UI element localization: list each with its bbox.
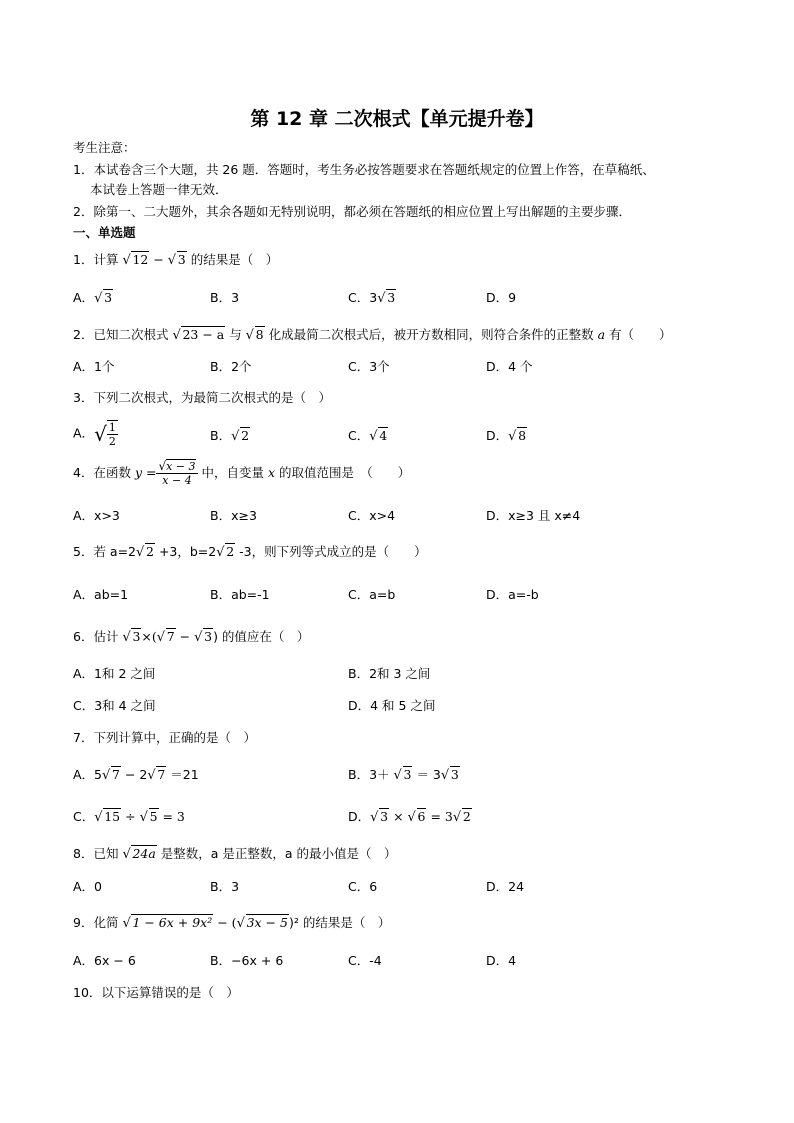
question-1: 1．计算 √ 12 − √ 3 的结果是（ ） [73,250,278,268]
q9-option-b[interactable]: B．−6x + 6 [210,953,284,968]
q1-option-d[interactable]: D．9 [486,290,517,305]
q3-option-c[interactable]: C．√ 4 [348,426,388,444]
question-8: 8．已知 √ 24a 是整数，a 是正整数，a 的最小值是（ ） [73,844,397,862]
q1-option-a[interactable]: A．√ 3 [73,288,113,306]
q2-option-d[interactable]: D．4 个 [486,359,533,374]
q9-option-c[interactable]: C．-4 [348,953,382,968]
q2-option-a[interactable]: A．1个 [73,359,115,374]
question-7: 7．下列计算中，正确的是（ ） [73,730,256,745]
question-2: 2．已知二次根式 √ 23 − a 与 √ 8 化成最简二次根式后，被开方数相同，则符合条件的正整数 a 有（ ） [73,325,672,343]
q6-option-c[interactable]: C．3和 4 之间 [73,698,156,713]
q5-option-a[interactable]: A．ab=1 [73,587,129,602]
notice-line-1: 1．本试卷含三个大题，共 26 题．答题时，考生务必按答题要求在答题纸规定的位置上作答，在草稿纸、 [73,162,655,177]
q2-option-b[interactable]: B．2个 [210,359,252,374]
question-3: 3．下列二次根式，为最简二次根式的是（ ） [73,390,331,405]
question-4: 4．在函数 y = $\frac{√x - 3}{x - 4}$ 中，自变量 x 的取值范围是 （ ） [73,459,411,487]
q9-option-d[interactable]: D．4 [486,953,517,968]
q3-option-b[interactable]: B．√ 2 [210,426,250,444]
q8-option-a[interactable]: A．0 [73,879,103,894]
q7-option-a[interactable]: A．5√ 7 − 2√ 7 ＝21 [73,765,199,783]
q8-option-b[interactable]: B．3 [210,879,240,894]
q5-option-c[interactable]: C．a=b [348,587,396,602]
q7-option-c[interactable]: C．√ 15 ÷ √ 5 = 3 [73,807,185,825]
q8-option-d[interactable]: D．24 [486,879,525,894]
question-6: 6．估计 √ 3×(√ 7 − √ 3) 的值应在（ ） [73,627,309,645]
question-5: 5．若 a=2√ 2 +3，b=2√ 2 -3，则下列等式成立的是（ ） [73,542,427,560]
q4-option-a[interactable]: A．x>3 [73,508,120,523]
q1-option-b[interactable]: B．3 [210,290,240,305]
q7-option-d[interactable]: D．√ 3 × √ 6 = 3√ 2 [348,807,472,825]
q8-option-c[interactable]: C．6 [348,879,378,894]
q5-option-b[interactable]: B．ab=-1 [210,587,270,602]
notice-line-1-cont: 本试卷上答题一律无效． [90,182,228,197]
q6-option-d[interactable]: D．4 和 5 之间 [348,698,436,713]
q3-option-d[interactable]: D．√ 8 [486,426,527,444]
notice-line-2: 2．除第一、二大题外，其余各题如无特别说明，都必须在答题纸的相应位置上写出解题的主要步骤． [73,204,631,219]
q1-option-c[interactable]: C．3√ 3 [348,288,396,306]
q6-option-b[interactable]: B．2和 3 之间 [348,666,431,681]
q4-option-d[interactable]: D．x≥3 且 x≠4 [486,508,581,523]
notice-heading: 考生注意： [73,140,136,155]
q7-option-b[interactable]: B．3＋ √ 3 ＝ 3√ 3 [348,765,460,783]
q3-option-a[interactable]: A．√ $\frac{1}{2}$ [73,421,116,448]
page-title: 第 12 章 二次根式【单元提升卷】 [250,108,544,130]
q2-option-c[interactable]: C．3个 [348,359,390,374]
question-10: 10．以下运算错误的是（ ） [73,985,239,1000]
q9-option-a[interactable]: A．6x − 6 [73,953,136,968]
q4-option-c[interactable]: C．x>4 [348,508,396,523]
q5-option-d[interactable]: D．a=-b [486,587,539,602]
question-9: 9．化简 √ 1 − 6x + 9x² − (√ 3x − 5)² 的结果是（ ） [73,913,390,931]
q6-option-a[interactable]: A．1和 2 之间 [73,666,156,681]
section-heading: 一、单选题 [73,225,136,240]
q4-option-b[interactable]: B．x≥3 [210,508,257,523]
